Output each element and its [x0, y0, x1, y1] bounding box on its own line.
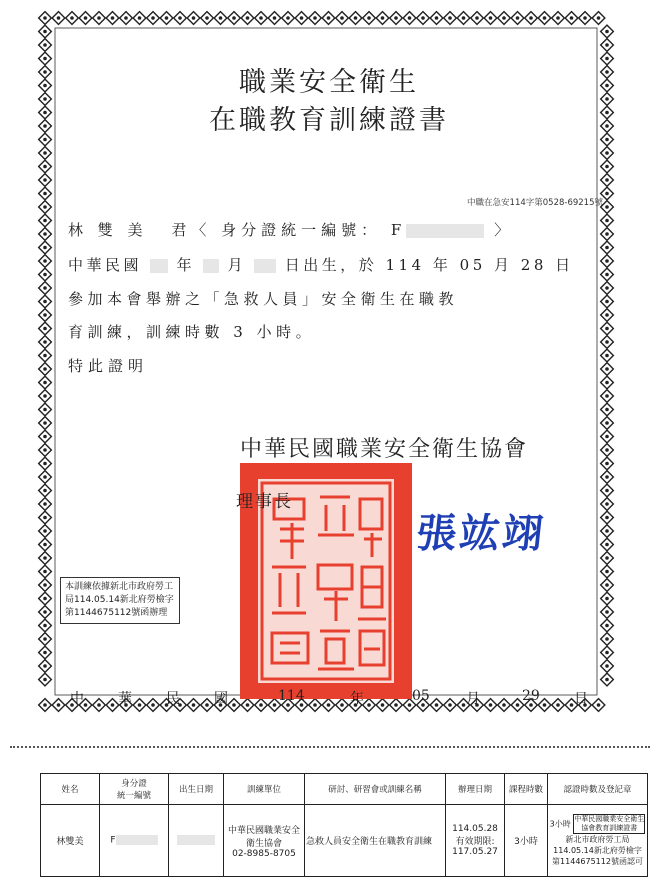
border-ornament [601, 579, 614, 592]
border-ornament [39, 363, 52, 376]
training-record-table [40, 773, 648, 877]
month-unit: 月 [227, 256, 247, 274]
border-ornament [39, 241, 52, 254]
border-ornament [511, 12, 524, 25]
border-ornament [39, 255, 52, 268]
header-id-text: 身分證 統一編號 [116, 779, 151, 801]
redacted-cell-birth [177, 835, 215, 845]
border-ornament [309, 12, 322, 25]
approval-note-text: 本訓練依據新北市政府勞工局114.05.14新北府勞檢字第1144675112號函辦理 [65, 582, 174, 618]
border-ornament [39, 525, 52, 538]
border-ornament [601, 403, 614, 416]
border-ornament [601, 484, 614, 497]
border-ornament [601, 268, 614, 281]
issue-year-unit: 年 [350, 691, 364, 707]
border-ornament [187, 12, 200, 25]
border-ornament [601, 430, 614, 443]
border-ornament [601, 255, 614, 268]
cell-cert-hours: 3小時 [549, 819, 571, 829]
border-ornament [295, 12, 308, 25]
border-ornament [601, 525, 614, 538]
border-ornament [39, 565, 52, 578]
issue-month-unit: 月 [466, 691, 480, 707]
border-ornament [39, 147, 52, 160]
border-ornament [39, 39, 52, 52]
border-ornament [309, 699, 322, 712]
border-ornament [187, 699, 200, 712]
border-ornament [601, 592, 614, 605]
date-era-4: 國 [214, 691, 228, 707]
border-ornament [390, 12, 403, 25]
border-ornament [601, 160, 614, 173]
border-ornament [498, 699, 511, 712]
border-ornament [79, 12, 92, 25]
border-ornament [484, 12, 497, 25]
cell-date-start: 114.05.28 [452, 824, 498, 834]
course-line: 參加本會舉辦之「急救人員」安全衛生在職教 [68, 290, 459, 308]
border-ornament [133, 12, 146, 25]
border-ornament [601, 444, 614, 457]
border-ornament [255, 699, 268, 712]
cell-course: 急救人員安全衛生在職教育訓練 [305, 805, 446, 877]
border-ornament [39, 498, 52, 511]
border-ornament [106, 699, 119, 712]
border-ornament [601, 214, 614, 227]
border-ornament [39, 646, 52, 659]
border-ornament [601, 322, 614, 335]
border-ornament [228, 699, 241, 712]
cell-cert-stamp: 中華民國職業安全衛生協會教育訓練證書 [574, 815, 645, 832]
border-ornament [601, 606, 614, 619]
year-unit: 年 [176, 256, 196, 274]
border-ornament [39, 25, 52, 38]
border-ornament [601, 646, 614, 659]
border-ornament [39, 619, 52, 632]
border-ornament [601, 390, 614, 403]
border-ornament [601, 619, 614, 632]
border-ornament [592, 699, 605, 712]
border-ornament [39, 282, 52, 295]
border-ornament [39, 160, 52, 173]
cell-cert [548, 805, 648, 877]
chairman-label: 理事長 [236, 492, 293, 512]
border-ornament [160, 12, 173, 25]
border-ornament [133, 699, 146, 712]
border-ornament [390, 699, 403, 712]
border-ornament [444, 699, 457, 712]
certificate-title-line1: 職業安全衛生 [239, 67, 419, 98]
issue-month: 05 [412, 688, 430, 704]
date-era-1: 中 [70, 691, 84, 707]
border-ornament [39, 214, 52, 227]
border-ornament [552, 12, 565, 25]
issuing-organization: 中華民國職業安全衛生協會 [240, 437, 529, 462]
certify-line: 特此證明 [68, 357, 149, 375]
border-ornament [39, 376, 52, 389]
border-ornament [147, 12, 160, 25]
cell-date [446, 805, 505, 877]
border-ornament [39, 12, 52, 25]
border-ornament [39, 268, 52, 281]
cert-top [549, 814, 646, 834]
border-ornament [66, 12, 79, 25]
border-ornament [552, 699, 565, 712]
border-ornament [39, 228, 52, 241]
signature-text: 張竑翊 [414, 511, 549, 557]
border-ornament [601, 25, 614, 38]
border-ornament [601, 147, 614, 160]
border-ornament [376, 12, 389, 25]
border-ornament [39, 322, 52, 335]
border-ornament [214, 12, 227, 25]
border-ornament [579, 12, 592, 25]
cell-unit-name: 中華民國職業安全衛生協會 [227, 825, 300, 849]
border-ornament [39, 699, 52, 712]
border-ornament [498, 12, 511, 25]
border-ornament [601, 471, 614, 484]
cell-date-valid-label: 有效期限: [455, 837, 495, 847]
cell-unit [224, 805, 305, 877]
border-ornament [52, 699, 65, 712]
border-ornament [592, 12, 605, 25]
border-ornament [93, 699, 106, 712]
border-ornament [525, 12, 538, 25]
issue-year: 114 [278, 688, 305, 704]
cell-name: 林雙美 [41, 805, 100, 877]
border-ornament [39, 201, 52, 214]
border-ornament [255, 12, 268, 25]
cell-cert-ref2: 114.05.14新北府勞檢字 [553, 846, 642, 855]
border-ornament [39, 403, 52, 416]
border-ornament [601, 552, 614, 565]
training-date-text: 日出生，於 114 年 05 月 28 日 [284, 256, 574, 274]
certificate-number: 中職在急安114字第0528-69215號 [467, 198, 603, 208]
redacted-id [406, 224, 484, 238]
border-ornament [228, 12, 241, 25]
header-date: 辦理日期 [446, 774, 505, 805]
border-ornament [376, 699, 389, 712]
border-ornament [601, 363, 614, 376]
border-ornament [601, 309, 614, 322]
header-id [100, 774, 169, 805]
border-ornament [268, 12, 281, 25]
redacted-birth-year [150, 259, 168, 273]
border-ornament [444, 12, 457, 25]
border-ornament [39, 309, 52, 322]
cell-id-prefix: F [110, 835, 116, 846]
table-row [41, 805, 648, 877]
approval-note-box [60, 577, 180, 624]
border-ornament [538, 12, 551, 25]
border-ornament [39, 349, 52, 362]
border-ornament [601, 228, 614, 241]
header-cert: 認證時數及登記章 [548, 774, 648, 805]
border-ornament [601, 336, 614, 349]
border-ornament [601, 417, 614, 430]
border-ornament [39, 552, 52, 565]
border-ornament [147, 699, 160, 712]
header-hours: 課程時數 [505, 774, 548, 805]
border-ornament [39, 187, 52, 200]
border-ornament [39, 673, 52, 686]
border-ornament [403, 12, 416, 25]
header-unit: 訓練單位 [224, 774, 305, 805]
border-ornament [601, 282, 614, 295]
border-ornament [39, 295, 52, 308]
recipient-id-prefix: F [390, 221, 407, 239]
birth-line [68, 254, 574, 275]
border-ornament [430, 12, 443, 25]
border-ornament [363, 12, 376, 25]
border-ornament [363, 699, 376, 712]
issue-day: 29 [522, 688, 540, 704]
border-ornament [39, 336, 52, 349]
border-ornament [93, 12, 106, 25]
border-ornament [39, 606, 52, 619]
recipient-line [68, 219, 514, 240]
border-ornament [39, 430, 52, 443]
recipient-title: 君〈 身分證統一編號： [171, 221, 382, 239]
recipient-name: 林 雙 美 [68, 221, 148, 239]
border-ornament [601, 565, 614, 578]
cell-cert-ref1: 新北市政府勞工局 [565, 835, 630, 844]
certificate-title-line2: 在職教育訓練證書 [209, 105, 449, 136]
date-era-3: 民 [166, 691, 180, 707]
border-ornament [601, 295, 614, 308]
border-ornament [241, 699, 254, 712]
border-ornament [39, 174, 52, 187]
border-ornament [565, 12, 578, 25]
border-ornament [174, 12, 187, 25]
border-ornament [336, 12, 349, 25]
date-era-2: 華 [118, 691, 132, 707]
recipient-id-close: 〉 [494, 221, 515, 239]
border-ornament [471, 12, 484, 25]
header-course: 研討、研習會或訓練名稱 [305, 774, 446, 805]
border-ornament [282, 12, 295, 25]
border-ornament [39, 579, 52, 592]
border-ornament [39, 592, 52, 605]
border-ornament [538, 699, 551, 712]
border-ornament [120, 12, 133, 25]
border-ornament [601, 376, 614, 389]
border-ornament [336, 699, 349, 712]
border-ornament [601, 673, 614, 686]
header-birth: 出生日期 [169, 774, 224, 805]
era-label: 中華民國 [68, 256, 143, 274]
table-header-row [41, 774, 648, 805]
border-ornament [601, 538, 614, 551]
cell-unit-phone: 02-8985-8705 [232, 848, 296, 859]
redacted-cell-id [116, 835, 158, 845]
border-ornament [457, 12, 470, 25]
border-ornament [241, 12, 254, 25]
border-ornament [601, 660, 614, 673]
border-ornament [601, 498, 614, 511]
border-ornament [52, 12, 65, 25]
border-ornament [322, 12, 335, 25]
border-ornament [417, 12, 430, 25]
border-ornament [39, 444, 52, 457]
border-ornament [39, 484, 52, 497]
border-ornament [484, 699, 497, 712]
border-ornament [601, 174, 614, 187]
border-ornament [601, 39, 614, 52]
border-ornament [39, 471, 52, 484]
cell-birth [169, 805, 224, 877]
border-ornament [430, 699, 443, 712]
hours-line: 育訓練，訓練時數 3 小時。 [68, 323, 316, 341]
border-ornament [201, 12, 214, 25]
border-ornament [601, 457, 614, 470]
border-ornament [601, 349, 614, 362]
border-ornament [39, 417, 52, 430]
border-ornament [201, 699, 214, 712]
header-name: 姓名 [41, 774, 100, 805]
border-ornament [39, 511, 52, 524]
redacted-birth-day [254, 259, 276, 273]
border-ornament [39, 538, 52, 551]
cell-id [100, 805, 169, 877]
cut-line-divider [10, 746, 650, 748]
cell-hours: 3小時 [505, 805, 548, 877]
border-ornament [601, 241, 614, 254]
border-ornament [39, 457, 52, 470]
cell-date-end: 117.05.27 [452, 847, 498, 857]
border-ornament [106, 12, 119, 25]
border-ornament [322, 699, 335, 712]
issue-day-unit: 日 [574, 691, 588, 707]
border-ornament [39, 390, 52, 403]
redacted-birth-month [203, 259, 219, 273]
border-ornament [349, 12, 362, 25]
chairman-signature [414, 502, 549, 559]
border-ornament [39, 660, 52, 673]
border-ornament [39, 633, 52, 646]
cell-cert-ref3: 第1144675112號函認可 [552, 857, 643, 866]
border-ornament [601, 511, 614, 524]
border-ornament [601, 633, 614, 646]
